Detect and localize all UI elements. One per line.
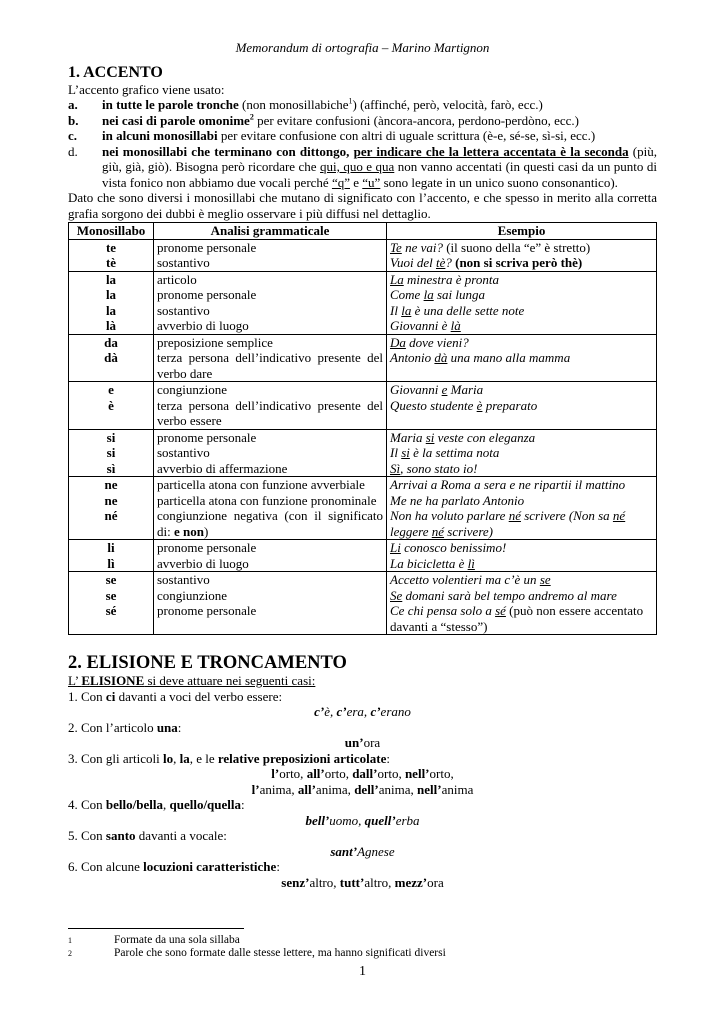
monosillabo-cell: ne ne né: [69, 477, 154, 540]
elisione-example: bell’uomo, quell’erba: [305, 812, 420, 828]
footnote-ref[interactable]: 2: [249, 112, 254, 122]
elisione-case: 2. Con l’articolo una:: [68, 719, 182, 735]
esempio-cell: Li conosco benissimo! La bicicletta è lì: [387, 540, 657, 572]
table-row: [69, 429, 657, 477]
elisione-example: senz’altro, tutt’altro, mezz’ora: [281, 874, 444, 890]
monosyllable-table: [68, 222, 657, 635]
column-header: Monosillabo: [69, 223, 154, 240]
elisione-case: 1. Con ci davanti a voci del verbo essere:: [68, 688, 283, 704]
footnote: 2 Parole che sono formate dalle stesse lettere, ma hanno significati diversi: [68, 947, 446, 959]
accent-rules-list: [68, 97, 657, 190]
monosillabo-cell: li lì: [69, 540, 154, 572]
table-row: [69, 477, 657, 540]
paragraph-after-list: Dato che sono diversi i monosillabi che mutano di significato con l’accento, e che spesso in merito alla corretta grafia sorgono dei dubbi è meglio osservare i più diffusi nel dettaglio.: [68, 190, 657, 221]
list-item: a. in tutte le parole tronche (non monosillabiche$^1$) (affinché, però, velocità, farò, ecc.): [68, 96, 543, 112]
footnote-ref[interactable]: 1: [348, 96, 353, 106]
analisi-cell: pronome personale avverbio di luogo: [154, 540, 387, 572]
section-title-elisione: 2. ELISIONE E TRONCAMENTO: [68, 653, 347, 673]
esempio-cell: Giovanni e Maria Questo studente è preparato: [387, 382, 657, 430]
table-row: [69, 239, 657, 271]
esempio-cell: Te ne vai? (il suono della “e” è stretto) Vuoi del tè? (non si scriva però thè): [387, 239, 657, 271]
elisione-example: l’orto, all’orto, dall’orto, nell’orto,: [271, 766, 454, 781]
section-title-accento: 1. ACCENTO: [68, 63, 163, 81]
analisi-cell: congiunzione terza persona dell’indicativo presente del verbo essere: [154, 382, 387, 430]
esempio-cell: Da dove vieni? Antonio dà una mano alla mamma: [387, 334, 657, 382]
footnote: 1 Formate da una sola sillaba: [68, 934, 240, 946]
monosillabo-cell: e è: [69, 382, 154, 430]
monosillabo-cell: si si sì: [69, 429, 154, 477]
monosillabo-cell: la la la là: [69, 271, 154, 334]
elisione-intro: L’ ELISIONE si deve attuare nei seguenti casi:: [68, 673, 316, 688]
table-row: [69, 271, 657, 334]
monosillabo-cell: da dà: [69, 334, 154, 382]
elisione-case: 6. Con alcune locuzioni caratteristiche:: [68, 859, 280, 874]
analisi-cell: sostantivo congiunzione pronome personale: [154, 572, 387, 635]
esempio-cell: Accetto volentieri ma c’è un se Se domani sarà bel tempo andremo al mare Ce chi pensa solo a sé (può non essere accentato davanti a “stesso”): [387, 572, 657, 635]
table-row: [69, 540, 657, 572]
elisione-example: c’è, c’era, c’erano: [314, 704, 411, 719]
monosillabo-cell: te tè: [69, 239, 154, 271]
elisione-example: sant’Agnese: [330, 843, 395, 859]
elisione-case: 4. Con bello/bella, quello/quella:: [68, 797, 245, 812]
analisi-cell: preposizione semplice terza persona dell’indicativo presente del verbo dare: [154, 334, 387, 382]
esempio-cell: Maria si veste con eleganza Il si è la settima nota Sì, sono stato io!: [387, 429, 657, 477]
elisione-case: 5. Con santo davanti a vocale:: [68, 828, 227, 843]
elisione-case: 3. Con gli articoli lo, la, e le relative preposizioni articolate:: [68, 750, 390, 766]
list-item: b. nei casi di parole omonime$^2$ per evitare confusioni (àncora-ancora, perdono-perdòno, ecc.): [68, 112, 580, 128]
elisione-example: un’ora: [344, 735, 381, 750]
analisi-cell: pronome personale sostantivo avverbio di affermazione: [154, 429, 387, 477]
column-header: Esempio: [387, 223, 657, 240]
analisi-cell: pronome personale sostantivo: [154, 239, 387, 271]
table-header-row: [69, 223, 657, 240]
column-header: Analisi grammaticale: [154, 223, 387, 240]
table-body: [69, 239, 657, 635]
page-content: [68, 40, 657, 890]
analisi-cell: articolo pronome personale sostantivo avverbio di luogo: [154, 271, 387, 334]
esempio-cell: La minestra è pronta Come la sai lunga Il la è una delle sette note Giovanni è là: [387, 271, 657, 334]
esempio-cell: Arrivai a Roma a sera e ne ripartii il mattino Me ne ha parlato Antonio Non ha voluto parlare né scrivere (Non sa né leggere né scrivere): [387, 477, 657, 540]
analisi-cell: particella atona con funzione avverbiale particella atona con funzione pronominale congiunzione negativa (con il significato di: e non): [154, 477, 387, 540]
section-intro: L’accento grafico viene usato:: [68, 81, 225, 97]
table-row: [69, 334, 657, 382]
list-item: c. in alcuni monosillabi per evitare confusione con altri di uguale scrittura (è-e, sé-se, sì-si, ecc.): [68, 128, 596, 143]
monosillabo-cell: se se sé: [69, 572, 154, 635]
footnote-separator: [68, 928, 244, 929]
list-item: d. nei monosillabi che terminano con dittongo, per indicare che la lettera accentata è la seconda (più, giù, già, giò). Bisogna però ricordare che qui, quo e qua non vanno accentati (in questi casi da un punto di vista fonico non abbiamo due vocali perché “q” e “u” sono legate in un unico suono consonantico).: [68, 143, 657, 190]
table-row: [69, 382, 657, 430]
running-header: Memorandum di ortografia – Marino Martignon: [235, 40, 490, 55]
elisione-example: l’anima, all’anima, dell’anima, nell’anima: [251, 781, 474, 797]
table-row: [69, 572, 657, 635]
page-number: 1: [359, 964, 366, 979]
elisione-cases: [68, 689, 657, 891]
